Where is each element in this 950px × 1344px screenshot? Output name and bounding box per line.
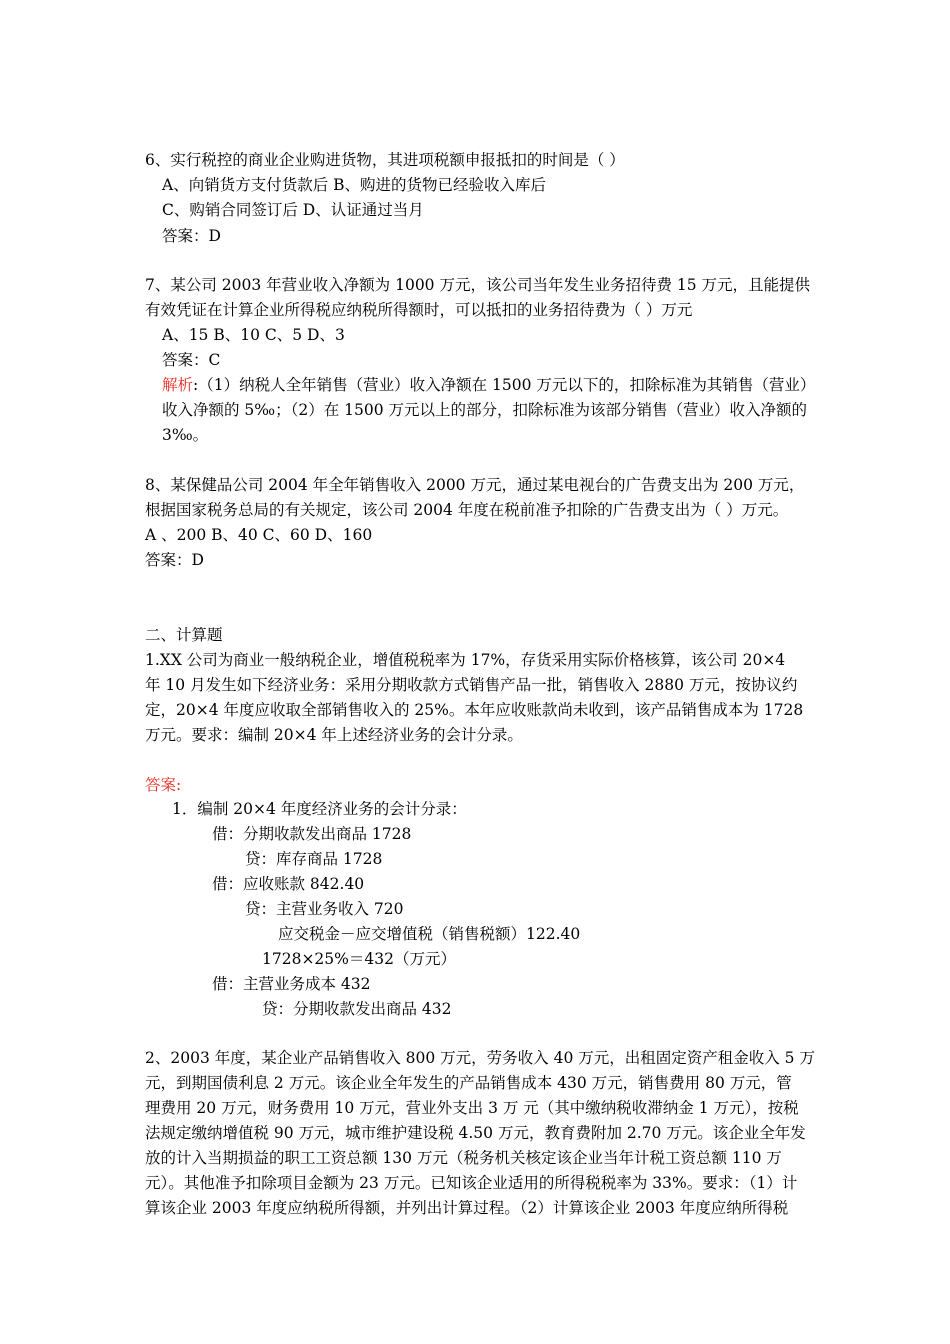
section-heading: 二、计算题 [145,626,223,644]
q7-question-line-2: 有效凭证在计算企业所得税应纳税所得额时，可以抵扣的业务招待费为（ ）万元 [145,301,693,319]
problem-2-line-2: 元，到期国债利息 2 万元。该企业全年发生的产品销售成本 430 万元，销售费用 80 万元，管 [145,1074,792,1092]
q8-question-line-2: 根据国家税务总局的有关规定，该公司 2004 年度在税前准予扣除的广告费支出为（ ）万元。 [145,501,789,519]
entry-credit-1: 贷：库存商品 1728 [245,850,383,868]
calculation-line: 1728×25%＝432（万元） [262,950,456,968]
entry-debit-3: 借：主营业务成本 432 [212,975,371,993]
q6-options-line-2: C、购销合同签订后 D、认证通过当月 [162,201,424,219]
problem-2-line-4: 法规定缴纳增值税 90 万元，城市维护建设税 4.50 万元，教育费附加 2.70 万元。该企业全年发 [145,1124,806,1142]
problem-1-line-1: 1.XX 公司为商业一般纳税企业，增值税税率为 17%，存货采用实际价格核算，该公司 20×4 [145,651,786,669]
q7-analysis-line-1 [162,375,815,395]
q7-options: A、15 B、10 C、5 D、3 [162,326,345,344]
problem-2-line-6: 元）。其他准予扣除项目金额为 23 万元。已知该企业适用的所得税税率为 33%。要求：（1）计 [145,1174,798,1192]
problem-1-line-2: 年 10 月发生如下经济业务：采用分期收款方式销售产品一批，销售收入 2880 万元，按协议约 [145,676,798,694]
entry-debit-2: 借：应收账款 842.40 [212,875,365,893]
problem-1-line-3: 定，20×4 年度应收取全部销售收入的 25%。本年应收账款尚未收到，该产品销售成本为 1728 [145,701,804,719]
problem-2-line-7: 算该企业 2003 年度应纳税所得额，并列出计算过程。（2）计算该企业 2003 年度应纳所得税 [145,1199,789,1217]
problem-1-line-4: 万元。要求：编制 20×4 年上述经济业务的会计分录。 [145,726,523,744]
problem-2-line-5: 放的计入当期损益的职工工资总额 130 万元（税务机关核定该企业当年计税工资总额 110 万 [145,1149,782,1167]
answer-line-1: 1．编制 20×4 年度经济业务的会计分录： [172,800,467,818]
q6-question: 6、实行税控的商业企业购进货物，其进项税额申报抵扣的时间是（ ） [145,151,625,169]
entry-credit-2b: 应交税金－应交增值税（销售税额）122.40 [278,925,581,943]
q8-answer: 答案：D [145,551,204,569]
problem-2-line-3: 理费用 20 万元，财务费用 10 万元，营业外支出 3 万 元（其中缴纳税收滞纳金 1 万元），按税 [145,1099,799,1117]
entry-credit-3: 贷：分期收款发出商品 432 [262,1000,452,1018]
q8-question-line-1: 8、某保健品公司 2004 年全年销售收入 2000 万元，通过某电视台的广告费支出为 200 万元， [145,476,805,494]
q7-analysis-line-2: 收入净额的 5‰；（2）在 1500 万元以上的部分，扣除标准为该部分销售（营业）收入净额的 [162,401,808,419]
q6-answer: 答案：D [162,227,221,245]
q6-options-line-1: A、向销货方支付货款后 B、购进的货物已经验收入库后 [162,176,547,194]
q8-options: A 、200 B、40 C、60 D、160 [145,526,373,544]
q7-analysis-text-1: :（1）纳税人全年销售（营业）收入净额在 1500 万元以下的，扣除标准为其销售（营业） [193,376,816,394]
q7-question-line-1: 7、某公司 2003 年营业收入净额为 1000 万元，该公司当年发生业务招待费 15 万元，且能提供 [145,276,811,294]
problem-2-line-1: 2、2003 年度，某企业产品销售收入 800 万元，劳务收入 40 万元，出租固定资产租金收入 5 万 [145,1049,815,1067]
entry-credit-2: 贷：主营业务收入 720 [245,900,404,918]
answer-label: 答案: [145,776,182,794]
q7-analysis-label: 解析 [162,376,194,394]
entry-debit-1: 借：分期收款发出商品 1728 [212,825,412,843]
q7-analysis-line-3: 3‰。 [162,426,209,444]
q7-answer: 答案：C [162,351,221,369]
